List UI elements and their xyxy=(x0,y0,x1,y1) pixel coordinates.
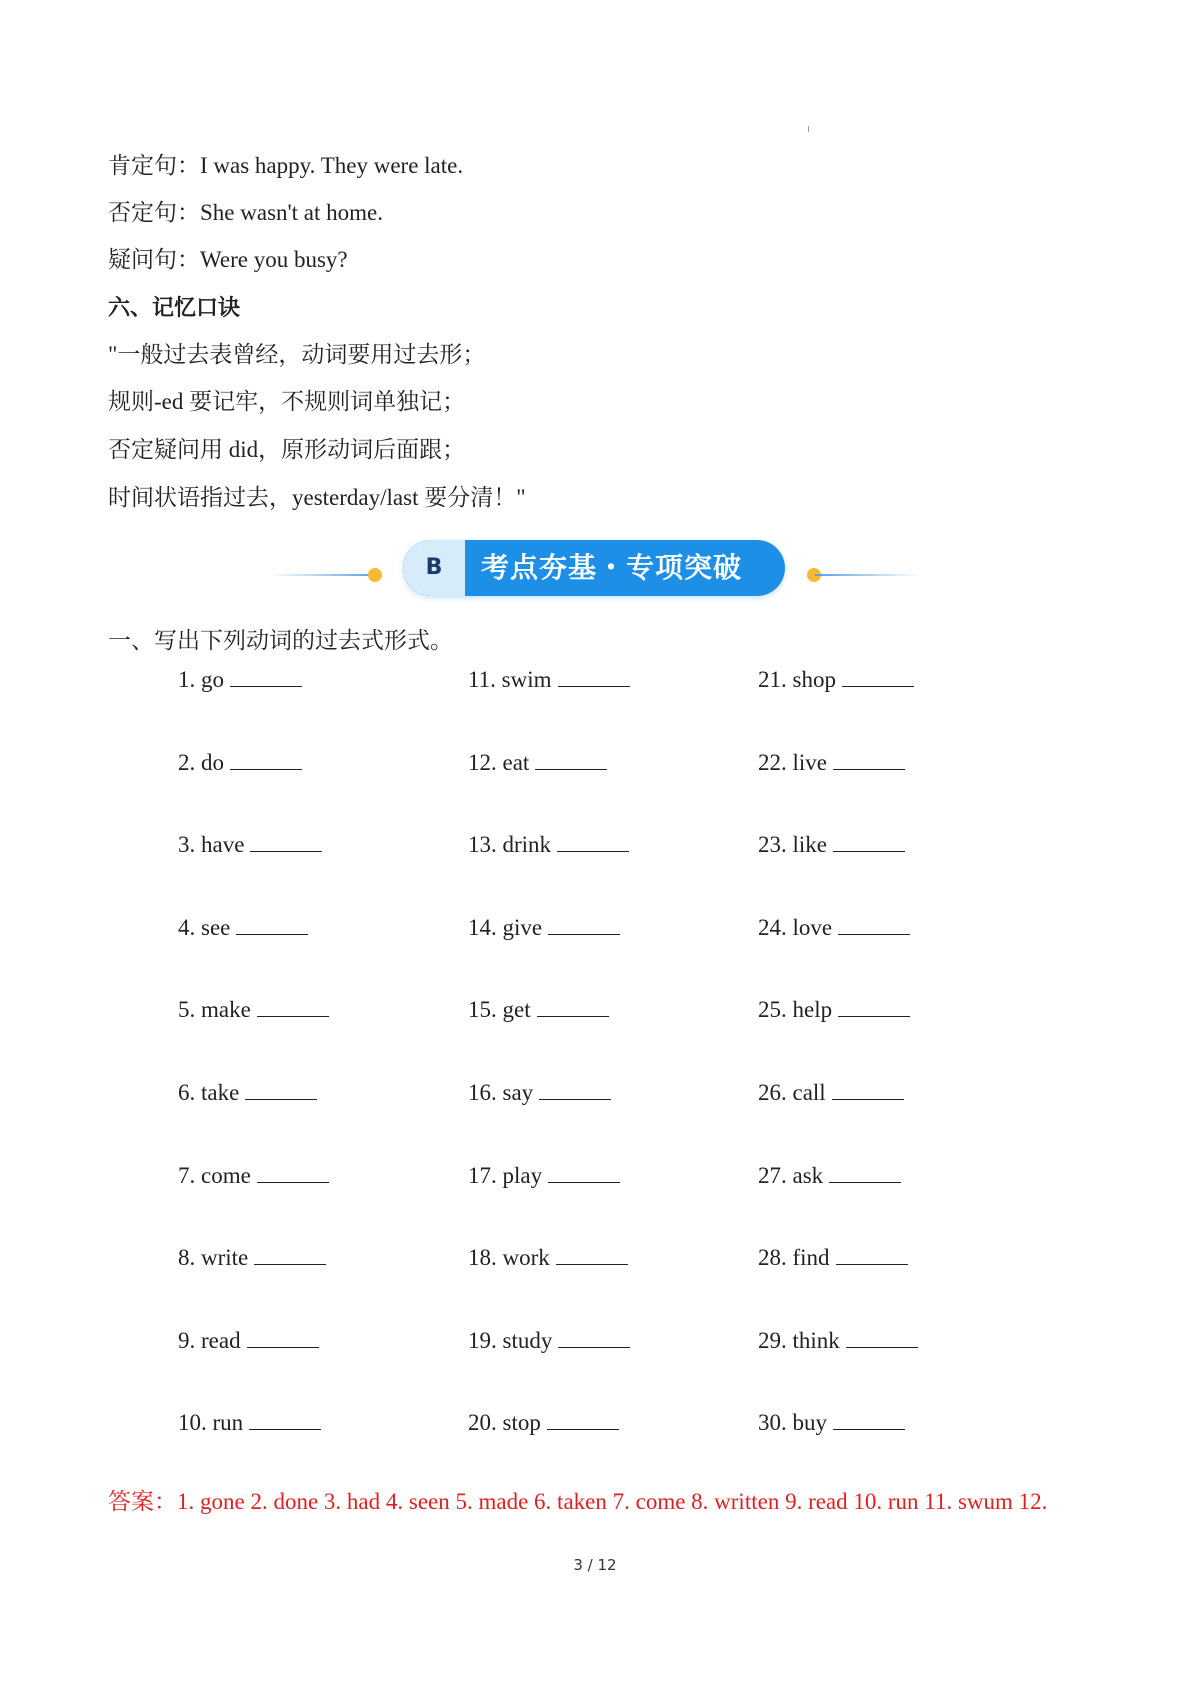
exercise-item xyxy=(468,1078,611,1108)
exercise-item xyxy=(178,748,302,778)
answer-blank[interactable] xyxy=(257,996,329,1017)
answer-blank[interactable] xyxy=(558,1327,630,1348)
exercise-item xyxy=(758,1408,905,1438)
answer-line: 答案：1. gone 2. done 3. had 4. seen 5. made 6. taken 7. come 8. written 9. read 10. run 11. swum 12. xyxy=(108,1489,1048,1514)
answer-blank[interactable] xyxy=(833,831,905,852)
exercise-word: 16. say xyxy=(468,1080,534,1105)
answer-blank[interactable] xyxy=(842,666,914,687)
exercise-item xyxy=(178,995,329,1025)
answer-blank[interactable] xyxy=(558,666,630,687)
exercise-item xyxy=(178,913,308,943)
scan-mark xyxy=(808,126,809,132)
exercise-word: 25. help xyxy=(758,997,833,1022)
exercise-item xyxy=(468,665,630,695)
exercise-word: 13. drink xyxy=(468,832,552,857)
answer-blank[interactable] xyxy=(230,666,302,687)
answer-blank[interactable] xyxy=(829,1162,901,1183)
exercise-item xyxy=(178,830,322,860)
answer-blank[interactable] xyxy=(556,1244,628,1265)
exercise-word: 7. come xyxy=(178,1163,251,1188)
exercise-word: 17. play xyxy=(468,1163,543,1188)
answer-blank[interactable] xyxy=(247,1327,319,1348)
exercise-word: 22. live xyxy=(758,750,827,775)
banner-pill xyxy=(403,540,785,596)
answer-blank[interactable] xyxy=(836,1244,908,1265)
exercise-word: 10. run xyxy=(178,1410,244,1435)
exercise-item xyxy=(758,1326,918,1356)
answer-blank[interactable] xyxy=(833,1409,905,1430)
exercise-item xyxy=(468,1161,620,1191)
answer-blank[interactable] xyxy=(833,749,905,770)
banner-rule-right xyxy=(815,574,920,576)
exercise-item xyxy=(178,1078,317,1108)
answer-blank[interactable] xyxy=(548,1162,620,1183)
exercise-item xyxy=(758,1078,904,1108)
exercise-item xyxy=(758,913,910,943)
exercise-word: 15. get xyxy=(468,997,531,1022)
exercise-word: 14. give xyxy=(468,915,543,940)
exercise-item xyxy=(468,830,629,860)
section-banner xyxy=(270,540,920,598)
exercise-word: 29. think xyxy=(758,1328,840,1353)
exercise-item xyxy=(468,913,620,943)
answer-blank[interactable] xyxy=(557,831,629,852)
exercise-word: 6. take xyxy=(178,1080,240,1105)
exercise-item xyxy=(758,1161,901,1191)
exercise-word: 9. read xyxy=(178,1328,241,1353)
mnemonic-line-2: 规则-ed 要记牢，不规则词单独记； xyxy=(108,389,466,414)
exercise-instruction: 一、写出下列动词的过去式形式。 xyxy=(108,628,453,653)
exercise-word: 5. make xyxy=(178,997,251,1022)
page-number: 3 / 12 xyxy=(573,1556,617,1574)
answer-blank[interactable] xyxy=(236,914,308,935)
banner-dot-left xyxy=(368,568,382,582)
answer-blank[interactable] xyxy=(537,996,609,1017)
exercise-item xyxy=(758,830,905,860)
negative-example: 否定句：She wasn't at home. xyxy=(108,200,384,225)
exercise-item xyxy=(468,1408,619,1438)
exercise-word: 19. study xyxy=(468,1328,553,1353)
answer-blank[interactable] xyxy=(846,1327,918,1348)
mnemonic-line-3: 否定疑问用 did，原形动词后面跟； xyxy=(108,437,466,462)
exercise-item xyxy=(178,1243,326,1273)
banner-letter: B xyxy=(403,540,465,596)
answer-blank[interactable] xyxy=(838,996,910,1017)
exercise-item xyxy=(758,665,914,695)
exercise-item xyxy=(468,1243,628,1273)
exercise-item xyxy=(178,1326,319,1356)
banner-rule-left xyxy=(270,574,376,576)
answer-blank[interactable] xyxy=(832,1079,904,1100)
answer-blank[interactable] xyxy=(548,914,620,935)
mnemonic-line-4: 时间状语指过去，yesterday/last 要分清！" xyxy=(108,485,526,510)
exercise-word: 28. find xyxy=(758,1245,830,1270)
exercise-item xyxy=(468,748,607,778)
exercise-item xyxy=(468,1326,630,1356)
affirmative-example: 肯定句：I was happy. They were late. xyxy=(108,153,464,178)
answer-blank[interactable] xyxy=(250,831,322,852)
exercise-word: 4. see xyxy=(178,915,231,940)
question-example: 疑问句：Were you busy? xyxy=(108,247,348,272)
answer-blank[interactable] xyxy=(245,1079,317,1100)
exercise-word: 27. ask xyxy=(758,1163,824,1188)
exercise-item xyxy=(178,1161,329,1191)
banner-title: 考点夯基・专项突破 xyxy=(481,551,743,584)
answer-blank[interactable] xyxy=(539,1079,611,1100)
exercise-word: 3. have xyxy=(178,832,245,857)
exercise-item xyxy=(178,1408,321,1438)
exercise-word: 21. shop xyxy=(758,667,836,692)
exercise-word: 18. work xyxy=(468,1245,550,1270)
answer-blank[interactable] xyxy=(547,1409,619,1430)
exercise-item xyxy=(468,995,609,1025)
exercise-word: 8. write xyxy=(178,1245,249,1270)
exercise-word: 12. eat xyxy=(468,750,530,775)
answer-blank[interactable] xyxy=(257,1162,329,1183)
answer-blank[interactable] xyxy=(838,914,910,935)
exercise-word: 11. swim xyxy=(468,667,552,692)
exercise-item xyxy=(758,748,905,778)
answer-blank[interactable] xyxy=(249,1409,321,1430)
exercise-word: 26. call xyxy=(758,1080,826,1105)
exercise-item xyxy=(178,665,302,695)
answer-blank[interactable] xyxy=(254,1244,326,1265)
answer-blank[interactable] xyxy=(230,749,302,770)
exercise-word: 20. stop xyxy=(468,1410,541,1435)
mnemonic-heading: 六、记忆口诀 xyxy=(108,296,241,321)
exercise-item xyxy=(758,995,910,1025)
exercise-word: 1. go xyxy=(178,667,224,692)
exercise-word: 30. buy xyxy=(758,1410,827,1435)
answer-blank[interactable] xyxy=(535,749,607,770)
exercise-word: 23. like xyxy=(758,832,827,857)
exercise-item xyxy=(758,1243,908,1273)
mnemonic-line-1: "一般过去表曾经，动词要用过去形； xyxy=(108,342,486,367)
exercise-word: 2. do xyxy=(178,750,224,775)
exercise-word: 24. love xyxy=(758,915,833,940)
